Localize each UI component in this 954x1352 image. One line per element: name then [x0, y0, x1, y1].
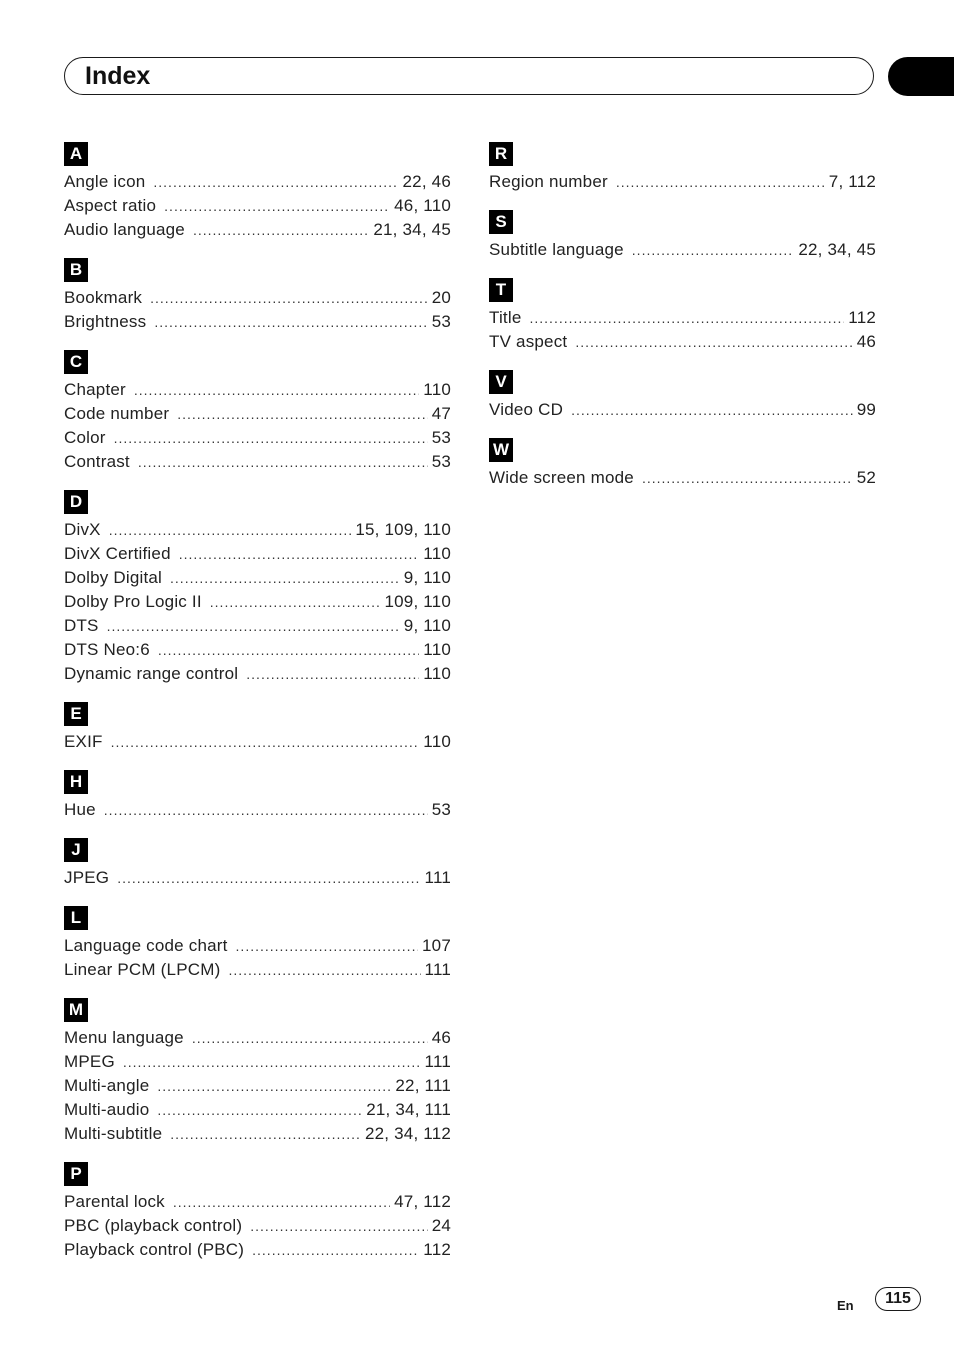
index-entry	[64, 566, 451, 590]
entry-pages: 53	[431, 800, 451, 819]
dot-leader	[111, 730, 420, 754]
index-entry	[64, 730, 451, 754]
entry-term: Code number	[64, 404, 170, 423]
entry-list	[64, 170, 451, 242]
footer-language: En	[837, 1298, 854, 1313]
index-entry	[489, 170, 876, 194]
entry-list	[64, 934, 451, 982]
entry-pages: 112	[423, 1240, 451, 1259]
dot-leader	[164, 194, 390, 218]
entry-pages: 110	[423, 640, 451, 659]
section-letter: S	[489, 210, 513, 234]
dot-leader	[138, 450, 428, 474]
entry-term: Chapter	[64, 380, 126, 399]
index-entry	[489, 306, 876, 330]
section-letter: D	[64, 490, 88, 514]
index-entry	[64, 1214, 451, 1238]
footer-page-number: 115	[875, 1287, 921, 1311]
entry-pages: 107	[422, 936, 451, 955]
index-entry	[64, 170, 451, 194]
entry-pages: 24	[431, 1216, 451, 1235]
section-letter: T	[489, 278, 513, 302]
chapter-tab	[888, 57, 954, 96]
index-entry	[64, 866, 451, 890]
entry-list	[64, 286, 451, 334]
entry-list	[64, 1190, 451, 1262]
entry-pages: 52	[856, 468, 876, 487]
index-entry	[64, 1190, 451, 1214]
index-section	[489, 210, 876, 262]
dot-leader	[170, 566, 400, 590]
section-gap	[489, 422, 876, 438]
section-gap	[64, 982, 451, 998]
entry-list	[489, 238, 876, 262]
entry-pages: 22, 111	[395, 1076, 451, 1095]
entry-list	[64, 1026, 451, 1146]
section-letter: E	[64, 702, 88, 726]
entry-term: DTS Neo:6	[64, 640, 150, 659]
dot-leader	[179, 542, 420, 566]
dot-leader	[117, 866, 420, 890]
index-entry	[64, 1026, 451, 1050]
entry-list	[489, 398, 876, 422]
section-letter: P	[64, 1162, 88, 1186]
section-letter: V	[489, 370, 513, 394]
index-entry	[64, 638, 451, 662]
dot-leader	[157, 1074, 391, 1098]
entry-pages: 46, 110	[394, 196, 451, 215]
entry-term: EXIF	[64, 732, 103, 751]
entry-term: DivX	[64, 520, 101, 539]
index-entry	[64, 194, 451, 218]
dot-leader	[250, 1214, 427, 1238]
entry-list	[64, 866, 451, 890]
header-banner	[64, 57, 874, 95]
dot-leader	[575, 330, 852, 354]
dot-leader	[170, 1122, 361, 1146]
entry-pages: 111	[424, 868, 451, 887]
index-section	[64, 838, 451, 890]
index-entry	[64, 1050, 451, 1074]
index-entry	[64, 450, 451, 474]
entry-pages: 22, 34, 45	[798, 240, 876, 259]
index-section	[64, 906, 451, 982]
entry-term: DTS	[64, 616, 99, 635]
section-letter: W	[489, 438, 513, 462]
dot-leader	[236, 934, 418, 958]
index-section	[64, 490, 451, 686]
section-letter: B	[64, 258, 88, 282]
entry-term: Dynamic range control	[64, 664, 239, 683]
entry-list	[64, 518, 451, 686]
entry-pages: 9, 110	[403, 568, 451, 587]
dot-leader	[632, 238, 795, 262]
entry-list	[489, 306, 876, 354]
section-gap	[489, 262, 876, 278]
entry-term: Language code chart	[64, 936, 228, 955]
section-gap	[64, 822, 451, 838]
entry-pages: 47	[431, 404, 451, 423]
entry-pages: 53	[431, 428, 451, 447]
entry-term: Menu language	[64, 1028, 184, 1047]
dot-leader	[107, 614, 400, 638]
index-entry	[64, 286, 451, 310]
dot-leader	[134, 378, 419, 402]
section-gap	[489, 194, 876, 210]
entry-term: PBC (playback control)	[64, 1216, 243, 1235]
entry-pages: 21, 34, 111	[366, 1100, 451, 1119]
index-section	[489, 278, 876, 354]
entry-term: Brightness	[64, 312, 147, 331]
index-right-column	[489, 142, 876, 490]
entry-pages: 53	[431, 452, 451, 471]
section-gap	[64, 1146, 451, 1162]
entry-pages: 110	[423, 380, 451, 399]
index-entry	[64, 934, 451, 958]
entry-pages: 99	[856, 400, 876, 419]
dot-leader	[123, 1050, 421, 1074]
dot-leader	[571, 398, 853, 422]
page-title: Index	[85, 62, 151, 90]
section-gap	[64, 474, 451, 490]
entry-pages: 21, 34, 45	[373, 220, 451, 239]
index-entry	[64, 542, 451, 566]
entry-pages: 110	[423, 664, 451, 683]
entry-term: Wide screen mode	[489, 468, 634, 487]
dot-leader	[158, 638, 419, 662]
index-section	[64, 998, 451, 1146]
entry-pages: 46	[856, 332, 876, 351]
section-letter: M	[64, 998, 88, 1022]
section-letter: C	[64, 350, 88, 374]
index-entry	[64, 378, 451, 402]
entry-term: Region number	[489, 172, 608, 191]
entry-pages: 46	[431, 1028, 451, 1047]
dot-leader	[228, 958, 420, 982]
entry-pages: 111	[424, 1052, 451, 1071]
entry-term: Bookmark	[64, 288, 143, 307]
section-letter: A	[64, 142, 88, 166]
index-section	[64, 258, 451, 334]
index-entry	[64, 590, 451, 614]
index-entry	[489, 466, 876, 490]
entry-term: TV aspect	[489, 332, 568, 351]
section-letter: R	[489, 142, 513, 166]
entry-pages: 20	[431, 288, 451, 307]
dot-leader	[104, 798, 428, 822]
entry-pages: 111	[424, 960, 451, 979]
dot-leader	[150, 286, 428, 310]
entry-pages: 9, 110	[403, 616, 451, 635]
index-entry	[64, 426, 451, 450]
index-entry	[64, 1238, 451, 1262]
index-entry	[489, 330, 876, 354]
entry-term: Hue	[64, 800, 96, 819]
entry-pages: 22, 46	[402, 172, 451, 191]
entry-term: Color	[64, 428, 106, 447]
dot-leader	[157, 1098, 362, 1122]
section-gap	[64, 754, 451, 770]
dot-leader	[642, 466, 853, 490]
index-entry	[64, 218, 451, 242]
index-entry	[64, 1098, 451, 1122]
entry-pages: 53	[431, 312, 451, 331]
index-entry	[489, 398, 876, 422]
index-entry	[64, 662, 451, 686]
dot-leader	[173, 1190, 390, 1214]
dot-leader	[153, 170, 398, 194]
entry-list	[64, 378, 451, 474]
entry-pages: 7, 112	[828, 172, 876, 191]
index-entry	[64, 958, 451, 982]
index-section	[64, 1162, 451, 1262]
entry-term: JPEG	[64, 868, 110, 887]
index-entry	[64, 614, 451, 638]
index-section	[489, 438, 876, 490]
dot-leader	[252, 1238, 419, 1262]
section-letter: L	[64, 906, 88, 930]
entry-term: Angle icon	[64, 172, 146, 191]
entry-term: Video CD	[489, 400, 564, 419]
index-entry	[64, 1074, 451, 1098]
entry-term: Aspect ratio	[64, 196, 157, 215]
index-section	[489, 142, 876, 194]
dot-leader	[192, 1026, 428, 1050]
entry-term: Audio language	[64, 220, 185, 239]
entry-list	[64, 798, 451, 822]
dot-leader	[154, 310, 427, 334]
entry-pages: 110	[423, 544, 451, 563]
index-entry	[64, 310, 451, 334]
index-entry	[64, 518, 451, 542]
section-letter: H	[64, 770, 88, 794]
section-gap	[64, 242, 451, 258]
section-gap	[64, 334, 451, 350]
entry-term: Parental lock	[64, 1192, 165, 1211]
entry-pages: 22, 34, 112	[364, 1124, 451, 1143]
dot-leader	[193, 218, 369, 242]
dot-leader	[109, 518, 352, 542]
section-gap	[489, 354, 876, 370]
dot-leader	[210, 590, 381, 614]
dot-leader	[114, 426, 428, 450]
entry-term: Dolby Pro Logic II	[64, 592, 202, 611]
index-entry	[64, 798, 451, 822]
entry-term: Dolby Digital	[64, 568, 163, 587]
index-section	[64, 142, 451, 242]
entry-pages: 15, 109, 110	[355, 520, 451, 539]
entry-term: Playback control (PBC)	[64, 1240, 245, 1259]
index-entry	[489, 238, 876, 262]
index-left-column	[64, 142, 451, 1262]
entry-pages: 109, 110	[384, 592, 451, 611]
entry-term: Contrast	[64, 452, 130, 471]
index-section	[64, 702, 451, 754]
entry-pages: 47, 112	[394, 1192, 451, 1211]
dot-leader	[177, 402, 427, 426]
entry-term: DivX Certified	[64, 544, 171, 563]
section-gap	[64, 686, 451, 702]
dot-leader	[616, 170, 825, 194]
entry-term: MPEG	[64, 1052, 115, 1071]
entry-list	[64, 730, 451, 754]
entry-list	[489, 466, 876, 490]
section-gap	[64, 890, 451, 906]
entry-term: Multi-angle	[64, 1076, 150, 1095]
entry-term: Linear PCM (LPCM)	[64, 960, 221, 979]
index-entry	[64, 402, 451, 426]
index-section	[64, 350, 451, 474]
entry-term: Multi-audio	[64, 1100, 150, 1119]
index-section	[489, 370, 876, 422]
entry-term: Subtitle language	[489, 240, 624, 259]
entry-pages: 110	[423, 732, 451, 751]
index-section	[64, 770, 451, 822]
entry-term: Multi-subtitle	[64, 1124, 163, 1143]
index-entry	[64, 1122, 451, 1146]
entry-pages: 112	[848, 308, 876, 327]
dot-leader	[530, 306, 845, 330]
entry-term: Title	[489, 308, 522, 327]
section-letter: J	[64, 838, 88, 862]
entry-list	[489, 170, 876, 194]
dot-leader	[246, 662, 419, 686]
